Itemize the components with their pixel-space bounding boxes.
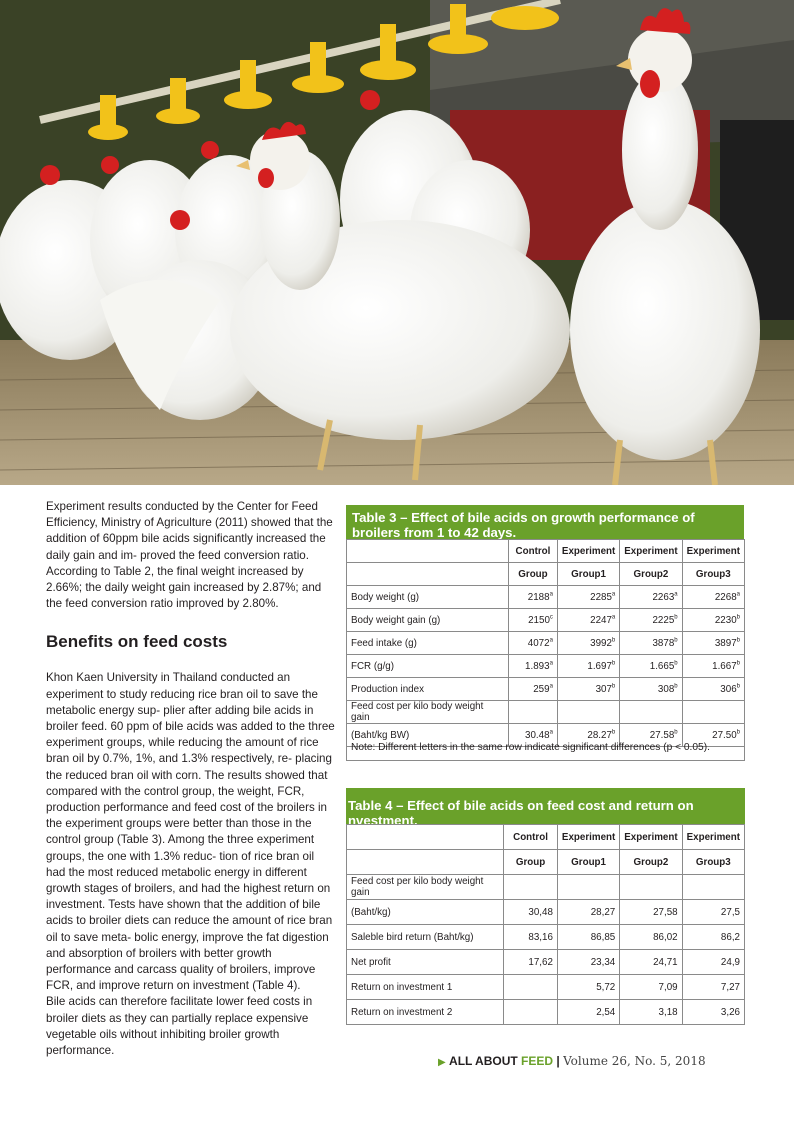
table-cell bbox=[509, 701, 558, 724]
table-row bbox=[347, 875, 745, 900]
table-header-cell: Group3 bbox=[682, 850, 744, 875]
table-row bbox=[347, 975, 745, 1000]
cell-value: 2230 bbox=[714, 614, 737, 626]
significance-letter: a bbox=[549, 637, 553, 644]
table-cell bbox=[682, 632, 744, 655]
table-cell bbox=[620, 875, 682, 900]
table-header-row bbox=[347, 825, 745, 850]
article-text-column bbox=[46, 499, 336, 1059]
table-row-label: Return on investment 2 bbox=[347, 1000, 504, 1025]
table-cell: 30,48 bbox=[504, 900, 558, 925]
cell-value: 1.667 bbox=[712, 660, 737, 672]
table-cell: 86,85 bbox=[557, 925, 619, 950]
significance-letter: b bbox=[674, 660, 678, 667]
table-cell: 27,5 bbox=[682, 900, 744, 925]
table-cell bbox=[682, 875, 744, 900]
table-header-cell: Group2 bbox=[620, 563, 682, 586]
table-header-cell: Control bbox=[504, 825, 558, 850]
cell-value: 3992 bbox=[590, 637, 612, 649]
cell-value: 307 bbox=[595, 683, 612, 695]
table-row-label: Net profit bbox=[347, 950, 504, 975]
table-cell: 86,02 bbox=[620, 925, 682, 950]
table-row-label: Production index bbox=[347, 678, 509, 701]
table-header-cell: Control bbox=[509, 540, 558, 563]
table-header-cell bbox=[347, 850, 504, 875]
table-cell: 24,9 bbox=[682, 950, 744, 975]
significance-letter: a bbox=[549, 729, 553, 736]
cell-value: 2225 bbox=[652, 614, 675, 626]
table-row-label: FCR (g/g) bbox=[347, 655, 509, 678]
table-header-cell: Experiment bbox=[620, 825, 682, 850]
significance-letter: b bbox=[674, 729, 678, 736]
table-cell: 27,58 bbox=[620, 900, 682, 925]
table-cell bbox=[682, 655, 744, 678]
table-row bbox=[347, 609, 745, 632]
table-header-cell bbox=[347, 825, 504, 850]
table-header-cell: Group bbox=[509, 563, 558, 586]
significance-letter: a bbox=[674, 591, 678, 598]
cell-value: 308 bbox=[657, 683, 675, 695]
cell-value: 3878 bbox=[652, 637, 675, 649]
table-row-label: Feed cost per kilo body weight gain bbox=[347, 875, 504, 900]
table-row-label: Saleble bird return (Baht/kg) bbox=[347, 925, 504, 950]
cell-value: 27.58 bbox=[649, 729, 675, 741]
table-header-cell: Group2 bbox=[620, 850, 682, 875]
table-header-cell: Group1 bbox=[557, 850, 619, 875]
table-header-cell: Experiment bbox=[620, 540, 682, 563]
table-row bbox=[347, 950, 745, 975]
table-row-label: Feed intake (g) bbox=[347, 632, 509, 655]
cell-value: 2268 bbox=[714, 591, 737, 603]
table-cell bbox=[557, 655, 619, 678]
table-cell: 7,27 bbox=[682, 975, 744, 1000]
significance-letter: a bbox=[611, 614, 616, 621]
table-cell: 3,18 bbox=[620, 1000, 682, 1025]
table-header-cell: Group1 bbox=[557, 563, 619, 586]
cell-value: 2188 bbox=[527, 591, 550, 603]
table-cell bbox=[620, 678, 682, 701]
table-cell bbox=[557, 875, 619, 900]
table-cell bbox=[620, 701, 682, 724]
table-cell bbox=[509, 586, 558, 609]
table-row-label: Body weight gain (g) bbox=[347, 609, 509, 632]
table-cell: 28,27 bbox=[557, 900, 619, 925]
hero-photo-chickens bbox=[0, 0, 794, 485]
significance-letter: b bbox=[611, 729, 616, 736]
significance-letter: a bbox=[549, 591, 553, 598]
footer-volume: Volume 26, No. 5, 2018 bbox=[563, 1054, 706, 1068]
table-row bbox=[347, 632, 745, 655]
table-row-label: Feed cost per kilo body weight gain bbox=[347, 701, 509, 724]
table-cell bbox=[557, 609, 619, 632]
table-cell: 3,26 bbox=[682, 1000, 744, 1025]
significance-letter: b bbox=[736, 683, 740, 690]
cell-value: 306 bbox=[720, 683, 737, 695]
footer-brand-feed: FEED bbox=[521, 1054, 554, 1068]
body-paragraph: Bile acids can therefore facilitate lower feed costs in broiler diets as they can partially replace expensive vegetable oils without inhibiting broiler growth performance. bbox=[46, 995, 313, 1058]
cell-value: 1.697 bbox=[587, 660, 612, 672]
table-cell bbox=[620, 655, 682, 678]
significance-letter: b bbox=[674, 683, 678, 690]
table-row-label: Return on investment 1 bbox=[347, 975, 504, 1000]
table-cell bbox=[504, 875, 558, 900]
cell-value: 3897 bbox=[714, 637, 737, 649]
table-cell bbox=[682, 678, 744, 701]
table-cell bbox=[620, 586, 682, 609]
chicken-illustration bbox=[0, 0, 794, 485]
significance-letter: b bbox=[736, 637, 740, 644]
table-row bbox=[347, 701, 745, 724]
significance-letter: a bbox=[736, 591, 740, 598]
significance-letter: a bbox=[549, 683, 553, 690]
cell-value: 4072 bbox=[527, 637, 550, 649]
play-arrow-icon: ▶ bbox=[438, 1057, 446, 1068]
table4-caption: Table 4 – Effect of bile acids on feed cost and return on nvestment. bbox=[346, 788, 745, 824]
table-cell: 23,34 bbox=[557, 950, 619, 975]
table-header-cell: Experiment bbox=[557, 540, 619, 563]
table-cell bbox=[682, 609, 744, 632]
table-row bbox=[347, 925, 745, 950]
table-row bbox=[347, 1000, 745, 1025]
table-cell: 7,09 bbox=[620, 975, 682, 1000]
cell-value: 27.50 bbox=[712, 729, 737, 741]
table3-note: Note: Different letters in the same row indicate significant differences (p < 0.05). bbox=[346, 737, 745, 761]
table-row-label: (Baht/kg BW) bbox=[347, 724, 509, 747]
table-cell bbox=[557, 586, 619, 609]
table-header-cell: Experiment bbox=[682, 825, 744, 850]
table-header-cell: Experiment bbox=[557, 825, 619, 850]
table-row bbox=[347, 655, 745, 678]
table-cell bbox=[620, 609, 682, 632]
table-cell bbox=[509, 678, 558, 701]
table3 bbox=[346, 539, 745, 747]
table-cell: 5,72 bbox=[557, 975, 619, 1000]
significance-letter: b bbox=[611, 683, 616, 690]
table-row-label: (Baht/kg) bbox=[347, 900, 504, 925]
table-cell bbox=[509, 609, 558, 632]
significance-letter: b bbox=[611, 637, 616, 644]
table-cell: 24,71 bbox=[620, 950, 682, 975]
table-cell bbox=[504, 975, 558, 1000]
table-cell bbox=[509, 655, 558, 678]
table-row-label: Body weight (g) bbox=[347, 586, 509, 609]
cell-value: 2263 bbox=[652, 591, 675, 603]
footer-brand-all-about: ALL ABOUT bbox=[449, 1054, 522, 1068]
significance-letter: b bbox=[736, 660, 740, 667]
cell-value: 1.893 bbox=[525, 660, 550, 672]
cell-value: 2285 bbox=[590, 591, 612, 603]
table-cell bbox=[509, 632, 558, 655]
table-cell: 17,62 bbox=[504, 950, 558, 975]
significance-letter: a bbox=[549, 660, 553, 667]
table3-caption: Table 3 – Effect of bile acids on growth performance of broilers from 1 to 42 days. bbox=[346, 505, 744, 539]
significance-letter: b bbox=[674, 614, 678, 621]
cell-value: 28.27 bbox=[587, 729, 612, 741]
table-cell: 2,54 bbox=[557, 1000, 619, 1025]
table-row bbox=[347, 586, 745, 609]
significance-letter: b bbox=[736, 729, 740, 736]
table-header-row bbox=[347, 540, 745, 563]
section-heading: Benefits on feed costs bbox=[46, 632, 228, 652]
table4 bbox=[346, 824, 745, 1025]
cell-value: 2150 bbox=[528, 614, 550, 626]
table-cell: 86,2 bbox=[682, 925, 744, 950]
table-cell: 83,16 bbox=[504, 925, 558, 950]
table-cell bbox=[682, 701, 744, 724]
table-cell bbox=[682, 586, 744, 609]
table-cell bbox=[557, 678, 619, 701]
significance-letter: a bbox=[611, 591, 616, 598]
table-row bbox=[347, 900, 745, 925]
table-header-cell: Group3 bbox=[682, 563, 744, 586]
cell-value: 2247 bbox=[590, 614, 612, 626]
footer-masthead bbox=[438, 1054, 706, 1068]
table-cell bbox=[557, 701, 619, 724]
table-header-row bbox=[347, 850, 745, 875]
table-cell bbox=[620, 632, 682, 655]
table-cell bbox=[504, 1000, 558, 1025]
cell-value: 259 bbox=[533, 683, 550, 695]
cell-value: 1.665 bbox=[649, 660, 675, 672]
body-paragraph: Khon Kaen University in Thailand conducted an experiment to study reducing rice bran oil to save the metabolic energy sup- plier after adding bile acids in broiler feed. 60 ppm of bile acids was added to the three experiment groups, while reducing the amount of rice bran oil by 0.7%, 1%, and 1.3% respectively, re- placing the reduced bran oil with corn. The results showed that compared with the control group, the weight, FCR, production performance and feed cost of the broilers in the experiment groups were better than those in the control group (Table 3). Among the three experiment groups, the one with 1.3% reduc- tion of rice bran oil had the most reduced metabolic energy in different growth stages of broilers, and had the highest return on investment. Tests have shown that the addition of bile acids to broiler diets can reduce the amount of rice bran oil to save meta- bolic energy, improve the fat digestion and absorption of broilers with better growth performance and carcass quality of broilers, improve FCR, and improve return on investment (Table 4). bbox=[46, 671, 335, 993]
significance-letter: b bbox=[736, 614, 740, 621]
table-cell bbox=[557, 632, 619, 655]
significance-letter: b bbox=[674, 637, 678, 644]
footer-separator: | bbox=[553, 1054, 564, 1068]
table-header-cell bbox=[347, 563, 509, 586]
cell-value: 30.48 bbox=[525, 729, 550, 741]
table-header-cell: Group bbox=[504, 850, 558, 875]
significance-letter: c bbox=[549, 614, 553, 621]
table-header-row bbox=[347, 563, 745, 586]
body-paragraph: Experiment results conducted by the Center for Feed Efficiency, Ministry of Agriculture (2011) showed that the addition of 60ppm bile acids significantly increased the daily gain and im- proved the feed conversion ratio. According to Table 2, the final weight increased by 2.66%; the daily weight gain increased by 2.87%; and the feed conversion ratio improved by 2.80%. bbox=[46, 500, 333, 611]
table-header-cell: Experiment bbox=[682, 540, 744, 563]
table-header-cell bbox=[347, 540, 509, 563]
significance-letter: b bbox=[611, 660, 616, 667]
table-row bbox=[347, 678, 745, 701]
